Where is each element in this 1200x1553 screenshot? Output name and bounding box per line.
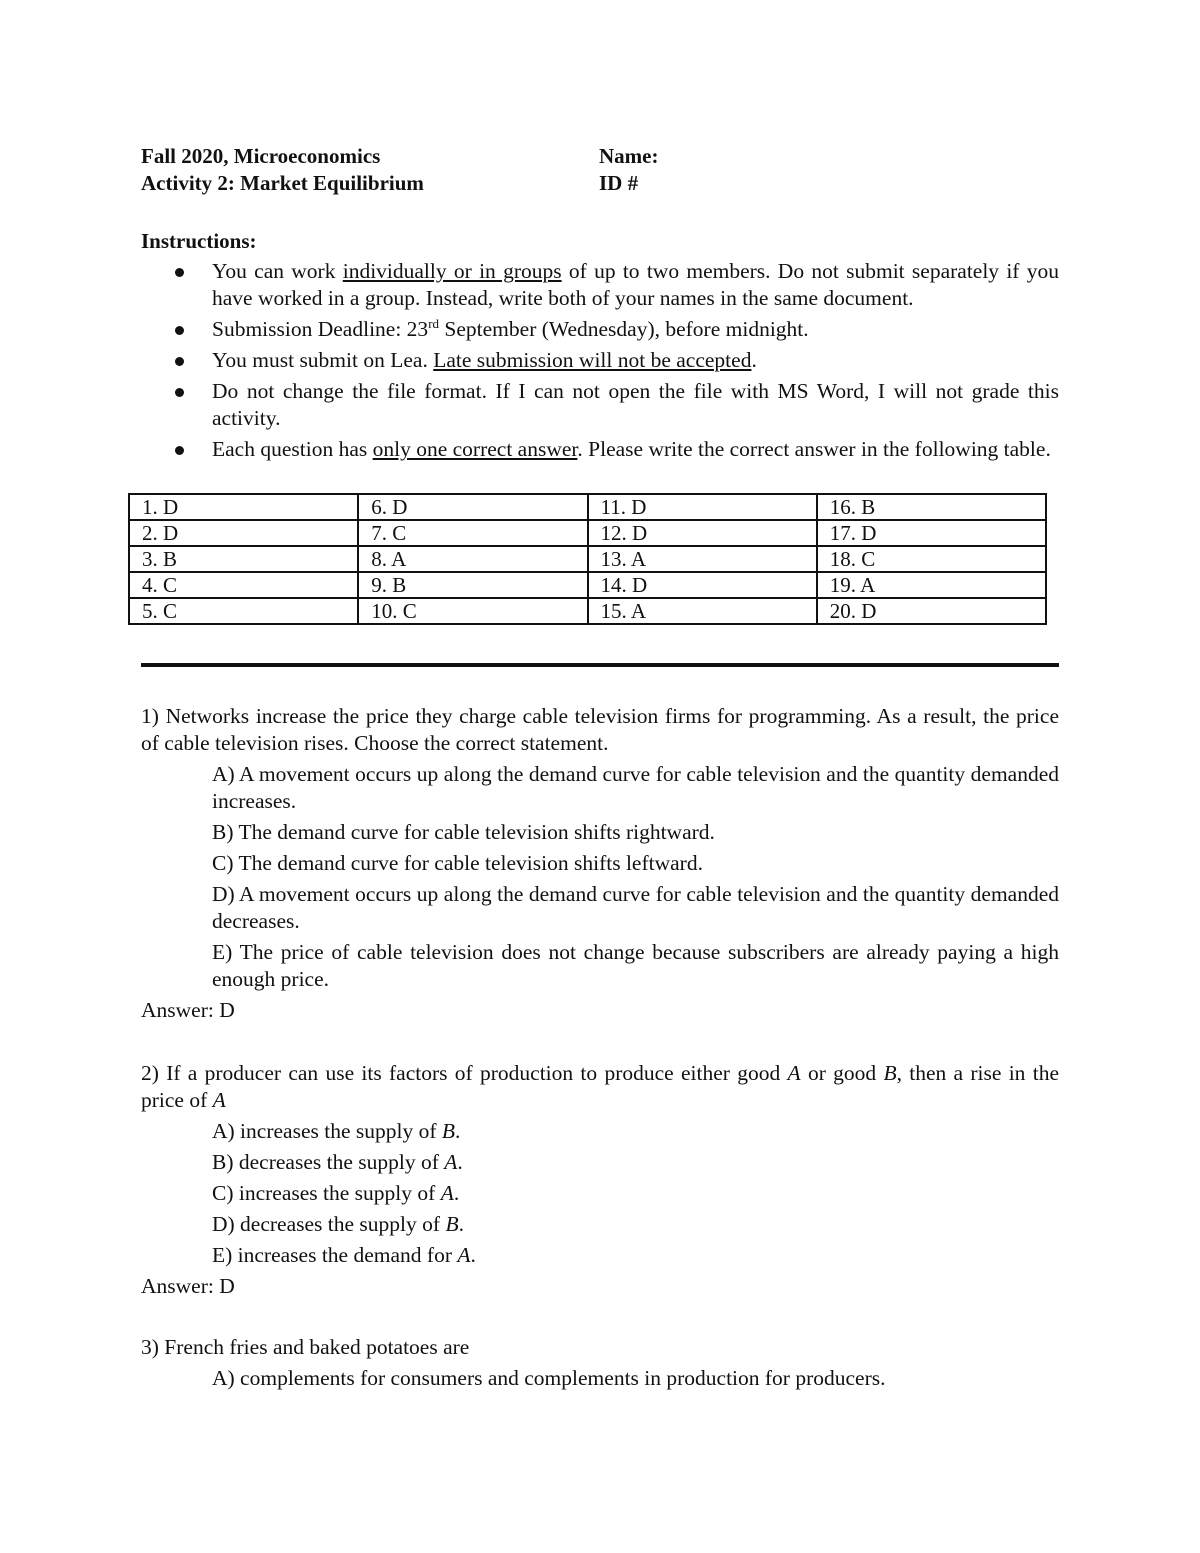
option-d: D) decreases the supply of B. [212,1212,464,1236]
option-d: D) A movement occurs up along the demand curve for cable television and the quantity demanded decreases. [212,882,1059,933]
horizontal-divider [141,663,1059,667]
answer-cell: 17. D [817,520,1046,546]
answer-cell: 18. C [817,546,1046,572]
bullet-icon [175,388,184,397]
instruction-item: Each question has only one correct answer. Please write the correct answer in the following table. [141,436,1059,463]
option-b: B) decreases the supply of A. [212,1150,463,1174]
option-e: E) increases the demand for A. [212,1243,476,1267]
answer-cell: 11. D [588,494,817,520]
answer-table [128,493,1047,625]
option-a: A) increases the supply of B. [212,1119,461,1143]
option-e: E) The price of cable television does not change because subscribers are already paying a high enough price. [212,940,1059,991]
instruction-item: Do not change the file format. If I can not open the file with MS Word, I will not grade this activity. [141,378,1059,432]
answer-cell: 1. D [129,494,358,520]
bullet-icon [175,268,184,277]
answer-line: Answer: D [141,998,235,1022]
instruction-item: You can work individually or in groups of up to two members. Do not submit separately if you have worked in a group. Instead, write both of your names in the same document. [141,258,1059,312]
answer-cell: 5. C [129,598,358,624]
instruction-item: You must submit on Lea. Late submission will not be accepted. [141,347,1059,374]
question-stem: 2) If a producer can use its factors of production to produce either good A or good B, then a rise in the price of A [141,1061,1059,1112]
option-c: C) increases the supply of A. [212,1181,460,1205]
activity-title: Activity 2: Market Equilibrium [141,171,424,195]
table-row [129,598,1046,624]
instructions-list [141,258,1059,467]
question-1 [141,703,1059,1024]
answer-cell: 3. B [129,546,358,572]
option-a: A) A movement occurs up along the demand curve for cable television and the quantity demanded increases. [212,762,1059,813]
answer-cell: 12. D [588,520,817,546]
course-title: Fall 2020, Microeconomics [141,144,381,168]
question-stem: 1) Networks increase the price they charge cable television firms for programming. As a result, the price of cable television rises. Choose the correct statement. [141,704,1059,755]
option-a: A) complements for consumers and complements in production for producers. [212,1366,886,1390]
question-3 [141,1334,1059,1392]
bullet-icon [175,357,184,366]
table-row [129,494,1046,520]
answer-cell: 16. B [817,494,1046,520]
answer-cell: 13. A [588,546,817,572]
answer-cell: 20. D [817,598,1046,624]
id-label: ID # [599,171,639,195]
answer-cell: 15. A [588,598,817,624]
answer-cell: 10. C [358,598,587,624]
instruction-item: Submission Deadline: 23rd September (Wednesday), before midnight. [141,316,1059,343]
table-row [129,546,1046,572]
answer-line: Answer: D [141,1274,235,1298]
answer-cell: 2. D [129,520,358,546]
instructions-heading: Instructions: [141,229,257,253]
answer-cell: 9. B [358,572,587,598]
answer-cell: 19. A [817,572,1046,598]
table-row [129,520,1046,546]
question-2 [141,1060,1059,1300]
bullet-icon [175,446,184,455]
name-label: Name: [599,144,659,168]
table-row [129,572,1046,598]
answer-cell: 7. C [358,520,587,546]
answer-cell: 4. C [129,572,358,598]
answer-cell: 8. A [358,546,587,572]
question-stem: 3) French fries and baked potatoes are [141,1335,470,1359]
answer-cell: 14. D [588,572,817,598]
option-c: C) The demand curve for cable television shifts leftward. [212,851,703,875]
answer-cell: 6. D [358,494,587,520]
option-b: B) The demand curve for cable television shifts rightward. [212,820,715,844]
bullet-icon [175,326,184,335]
